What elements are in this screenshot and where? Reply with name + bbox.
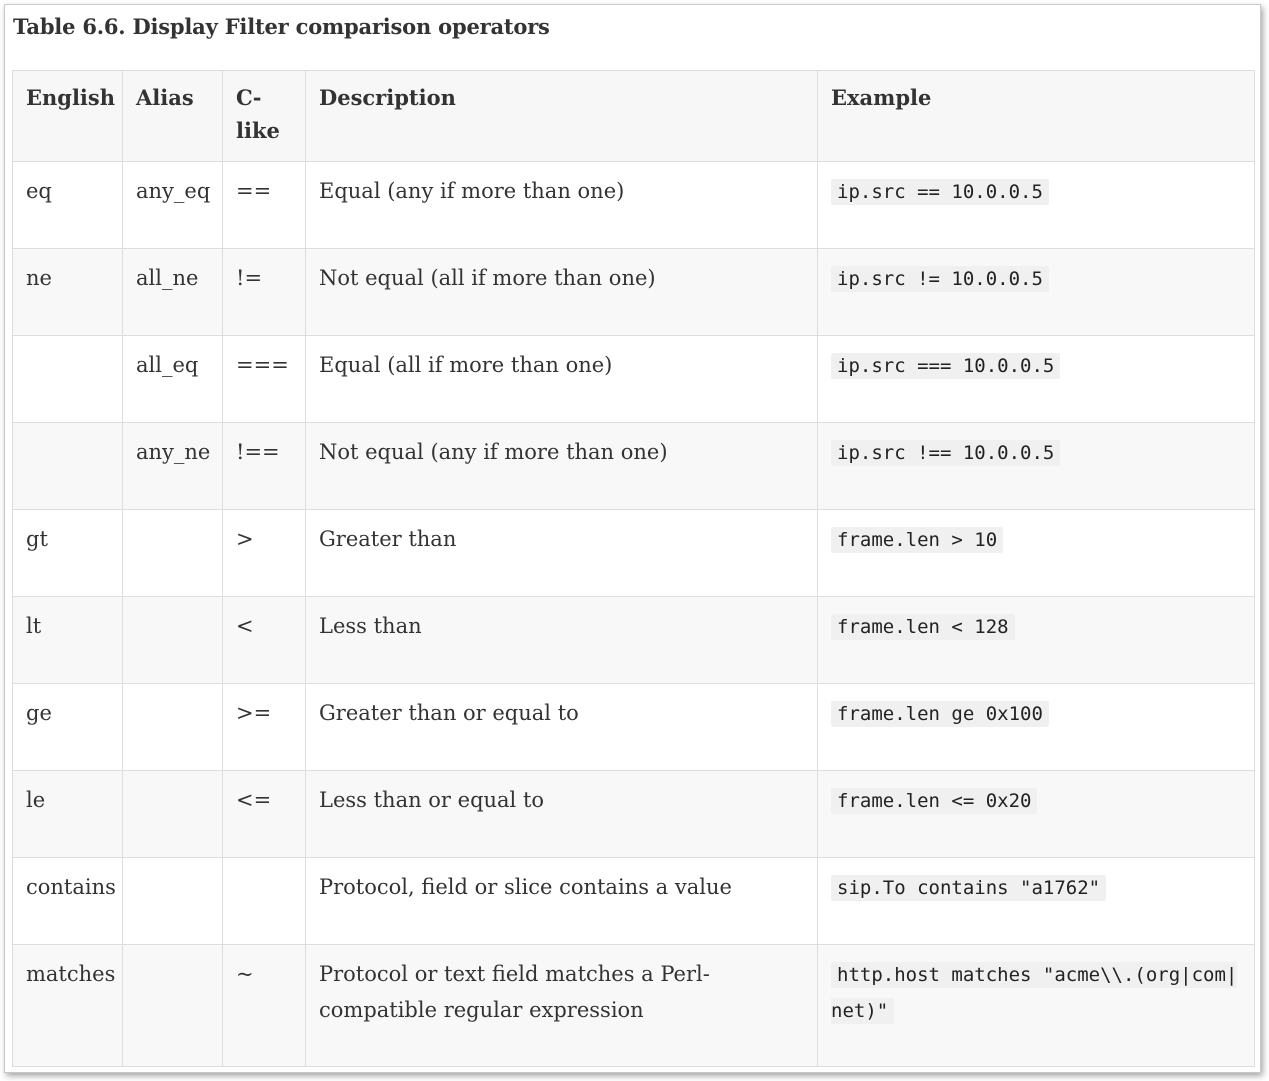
cell-alias: all_eq (123, 336, 223, 423)
example-code: frame.len > 10 (831, 527, 1003, 553)
cell-alias (123, 771, 223, 858)
cell-clike: ~ (223, 945, 306, 1067)
header-description: Description (306, 71, 818, 162)
cell-english: le (13, 771, 123, 858)
table-row (13, 249, 1255, 336)
cell-description: Protocol or text field matches a Perl-compatible regular expression (306, 945, 818, 1067)
cell-english (13, 336, 123, 423)
cell-clike: <= (223, 771, 306, 858)
cell-english: contains (13, 858, 123, 945)
cell-description: Equal (any if more than one) (306, 162, 818, 249)
comparison-operators-table (12, 70, 1255, 1067)
header-clike: C-like (223, 71, 306, 162)
cell-description: Less than (306, 597, 818, 684)
cell-clike (223, 858, 306, 945)
example-code: ip.src == 10.0.0.5 (831, 179, 1049, 205)
cell-description: Not equal (any if more than one) (306, 423, 818, 510)
cell-alias (123, 684, 223, 771)
cell-clike: > (223, 510, 306, 597)
cell-english: ge (13, 684, 123, 771)
example-code: sip.To contains "a1762" (831, 875, 1106, 901)
table-row (13, 597, 1255, 684)
header-example: Example (818, 71, 1255, 162)
example-code: ip.src !== 10.0.0.5 (831, 440, 1060, 466)
cell-english: gt (13, 510, 123, 597)
cell-english (13, 423, 123, 510)
cell-example (818, 162, 1255, 249)
cell-example (818, 510, 1255, 597)
table-row (13, 945, 1255, 1067)
cell-example (818, 336, 1255, 423)
cell-clike: == (223, 162, 306, 249)
cell-clike: >= (223, 684, 306, 771)
cell-description: Less than or equal to (306, 771, 818, 858)
example-code: ip.src === 10.0.0.5 (831, 353, 1060, 379)
cell-example (818, 858, 1255, 945)
table-row (13, 858, 1255, 945)
table-row (13, 684, 1255, 771)
cell-description: Greater than or equal to (306, 684, 818, 771)
cell-alias: any_eq (123, 162, 223, 249)
cell-clike: != (223, 249, 306, 336)
table-frame (4, 4, 1261, 1073)
example-code: frame.len ge 0x100 (831, 701, 1049, 727)
cell-alias: all_ne (123, 249, 223, 336)
cell-english: ne (13, 249, 123, 336)
cell-example (818, 249, 1255, 336)
cell-alias (123, 597, 223, 684)
cell-alias (123, 510, 223, 597)
cell-english: lt (13, 597, 123, 684)
cell-description: Not equal (all if more than one) (306, 249, 818, 336)
cell-description: Equal (all if more than one) (306, 336, 818, 423)
cell-example (818, 945, 1255, 1067)
example-code: ip.src != 10.0.0.5 (831, 266, 1049, 292)
table-header-row (13, 71, 1255, 162)
cell-example (818, 684, 1255, 771)
cell-english: matches (13, 945, 123, 1067)
table-row (13, 423, 1255, 510)
table-row (13, 336, 1255, 423)
cell-example (818, 771, 1255, 858)
header-alias: Alias (123, 71, 223, 162)
cell-example (818, 423, 1255, 510)
example-code: http.host matches "acme\\.(org|com|net)" (831, 964, 1238, 1022)
example-code: frame.len <= 0x20 (831, 788, 1037, 814)
cell-description: Greater than (306, 510, 818, 597)
cell-clike: < (223, 597, 306, 684)
cell-english: eq (13, 162, 123, 249)
example-code: frame.len < 128 (831, 614, 1015, 640)
table-caption: Table 6.6. Display Filter comparison operators (13, 14, 550, 39)
cell-description: Protocol, field or slice contains a value (306, 858, 818, 945)
cell-clike: !== (223, 423, 306, 510)
table-row (13, 510, 1255, 597)
table-row (13, 162, 1255, 249)
cell-example (818, 597, 1255, 684)
header-english: English (13, 71, 123, 162)
cell-alias (123, 945, 223, 1067)
cell-alias: any_ne (123, 423, 223, 510)
cell-alias (123, 858, 223, 945)
cell-clike: === (223, 336, 306, 423)
table-row (13, 771, 1255, 858)
